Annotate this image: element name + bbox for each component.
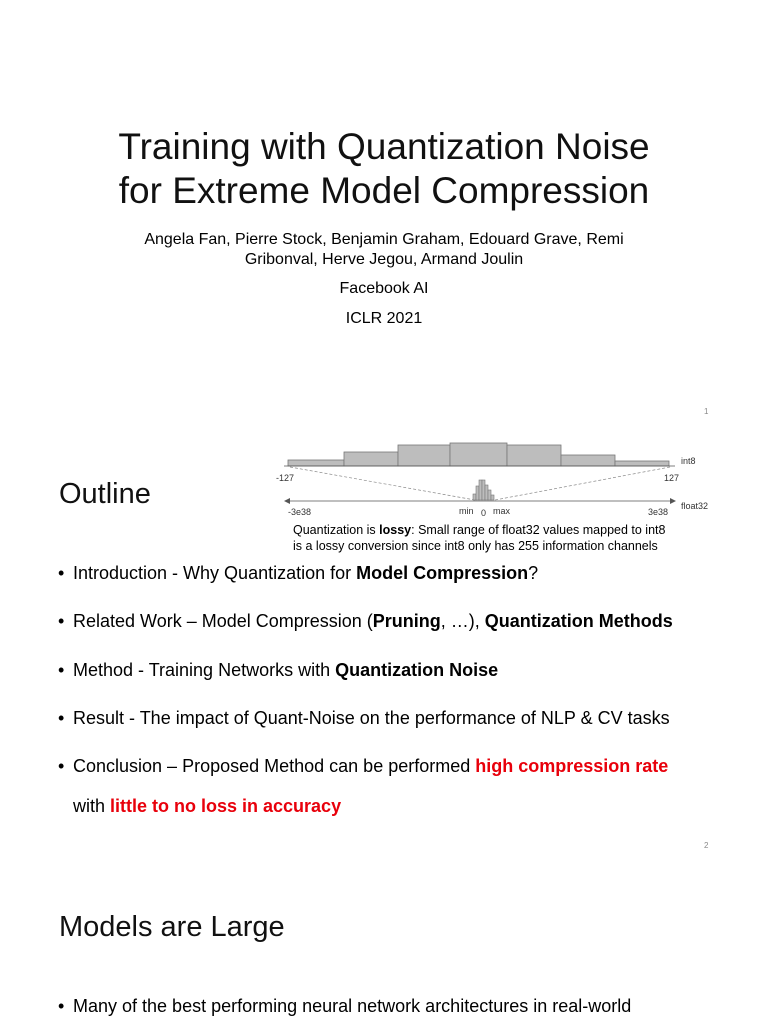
authors-line-2: Gribonval, Herve Jegou, Armand Joulin xyxy=(244,251,524,268)
bullet-text: , …), xyxy=(440,611,485,631)
bullet-method: • Method - Training Networks with Quantization Noise xyxy=(58,660,499,680)
bullet-text: Introduction - Why Quantization for xyxy=(73,563,357,583)
bullet-models: • Many of the best performing neural network architectures in real-world xyxy=(58,996,632,1016)
bullet-text: Method - Training Networks with xyxy=(73,660,336,680)
bullet-result: • Result - The impact of Quant-Noise on the performance of NLP & CV tasks xyxy=(58,708,670,728)
bullet-conclusion-line-2 xyxy=(73,796,341,817)
bullet-red: little to no loss in accuracy xyxy=(110,796,342,816)
caption-bold: lossy xyxy=(379,523,412,537)
title-line-1: Training with Quantization Noise xyxy=(118,126,650,167)
int8-min-label: -127 xyxy=(276,473,295,483)
caption-rest: : Small range of float32 values mapped to int8 xyxy=(411,523,666,537)
bullet-related-work: • Related Work – Model Compression (Pruning, …), Quantization Methods xyxy=(58,611,673,631)
bullet-bold: Pruning xyxy=(372,611,441,631)
models-large-heading: Models are Large xyxy=(59,911,285,943)
bullet-text: Result - The impact of Quant-Noise on the performance of NLP & CV tasks xyxy=(73,708,670,728)
bullet-text: with xyxy=(73,796,111,816)
int8-label: int8 xyxy=(681,456,696,466)
slide3-bullets xyxy=(58,996,758,1024)
outline-heading: Outline xyxy=(59,478,151,510)
float-max-label: 3e38 xyxy=(648,507,669,517)
bullet-text: Related Work – Model Compression ( xyxy=(73,611,373,631)
bullet-introduction: • Introduction - Why Quantization for Model Compression? xyxy=(58,563,539,583)
max-label: max xyxy=(493,506,511,516)
bullet-bold: Quantization Methods xyxy=(484,611,673,631)
bullet-text: ? xyxy=(528,563,539,583)
page-number-2: 2 xyxy=(704,841,709,850)
float-min-label: -3e38 xyxy=(288,507,312,517)
bullet-text: Conclusion – Proposed Method can be performed xyxy=(73,756,476,776)
bullet-bold: Model Compression xyxy=(356,563,529,583)
bullet-conclusion: • Conclusion – Proposed Method can be performed high compression rate xyxy=(58,756,669,776)
conference: ICLR 2021 xyxy=(345,310,423,327)
int8-max-label: 127 xyxy=(664,473,680,483)
title-line-2: for Extreme Model Compression xyxy=(118,170,650,211)
affiliation: Facebook AI xyxy=(339,280,429,297)
bullet-bold: Quantization Noise xyxy=(335,660,499,680)
outline-bullets xyxy=(58,0,758,1024)
authors-line-1: Angela Fan, Pierre Stock, Benjamin Graham, Edouard Grave, Remi xyxy=(144,231,624,248)
min-label: min xyxy=(459,506,474,516)
zero-label: 0 xyxy=(481,508,487,518)
caption-line-2: is a lossy conversion since int8 only has 255 information channels xyxy=(293,539,658,553)
float32-label: float32 xyxy=(681,501,709,511)
bullet-text: Many of the best performing neural network architectures in real-world xyxy=(73,996,632,1016)
bullet-red: high compression rate xyxy=(475,756,669,776)
caption-prefix: Quantization is xyxy=(293,523,380,537)
page-number-1: 1 xyxy=(704,407,709,416)
